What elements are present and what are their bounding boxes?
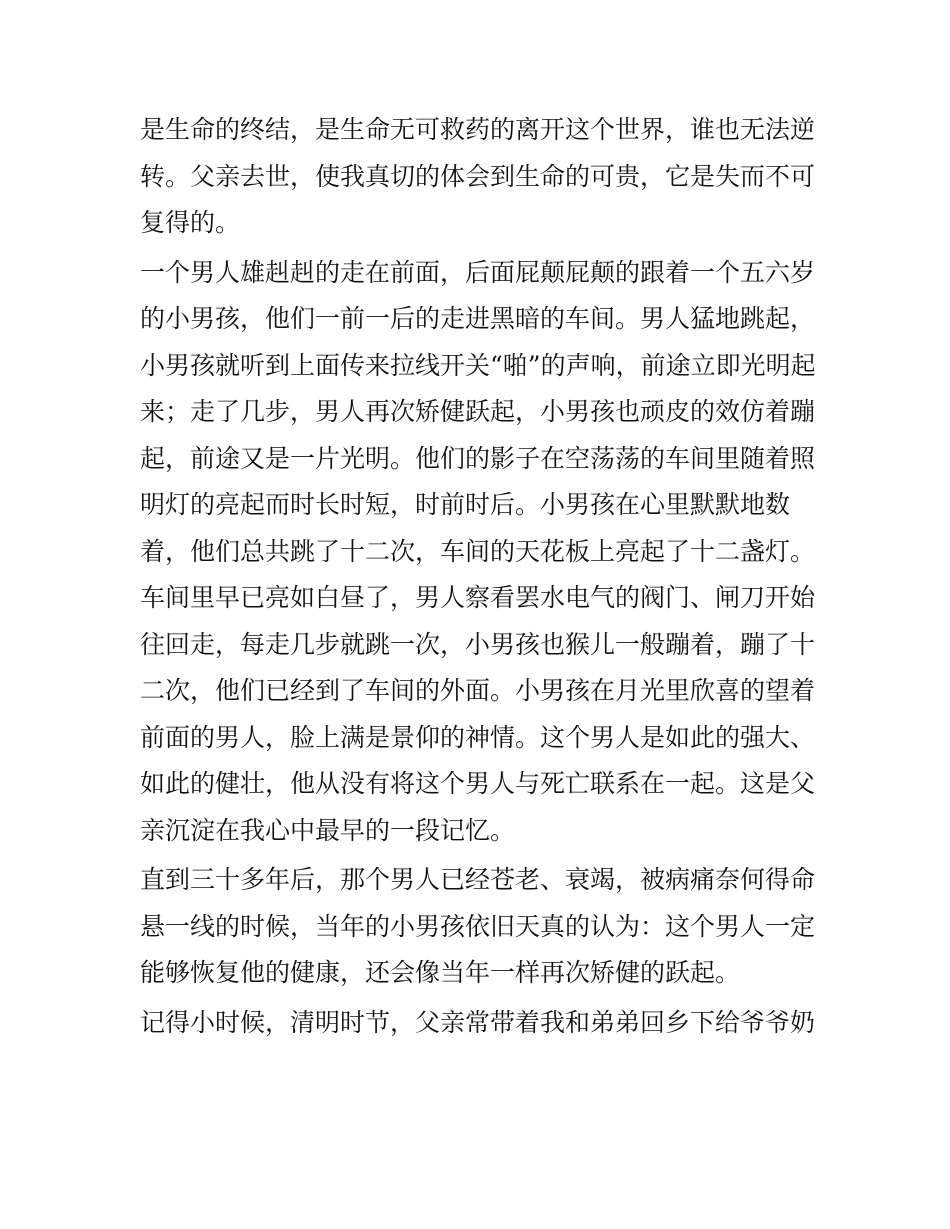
text-line: 直到三十多年后，那个男人已经苍老、衰竭，被病痛奈何得命 [140, 865, 816, 894]
document-body [140, 107, 816, 1046]
text-line: 往回走，每走几步就跳一次，小男孩也猴儿一般蹦着，蹦了十 [140, 629, 816, 659]
paragraph-2 [140, 250, 816, 855]
text-line: 复得的。 [140, 208, 241, 237]
text-line: 起，前途又是一片光明。他们的影子在空荡荡的车间里随着照 [140, 443, 816, 473]
text-line: 如此的健壮，他从没有将这个男人与死亡联系在一起。这是父 [140, 769, 816, 798]
text-line: 车间里早已亮如白昼了，男人察看罢水电气的阀门、闸刀开始 [140, 583, 816, 612]
text-line: 明灯的亮起而时长时短，时前时后。小男孩在心里默默地数 [140, 490, 791, 519]
text-line: 小男孩就听到上面传来拉线开关“啪”的声响，前途立即光明起 [140, 350, 816, 380]
text-line: 能够恢复他的健康，还会像当年一样再次矫健的跃起。 [140, 958, 741, 987]
text-line: 记得小时候，清明时节，父亲常带着我和弟弟回乡下给爷爷奶 [140, 1007, 816, 1037]
text-line: 亲沉淀在我心中最早的一段记忆。 [140, 815, 516, 845]
text-line: 前面的男人，脸上满是景仰的神情。这个男人是如此的强大、 [140, 722, 816, 752]
text-line: 一个男人雄赳赳的走在前面，后面屁颠屁颠的跟着一个五六岁 [140, 257, 816, 287]
text-line: 的小男孩，他们一前一后的走进黑暗的车间。男人猛地跳起， [140, 304, 816, 333]
text-line: 二次，他们已经到了车间的外面。小男孩在月光里欣喜的望着 [140, 676, 816, 705]
text-line: 转。父亲去世，使我真切的体会到生命的可贵，它是失而不可 [140, 161, 816, 191]
paragraph-3 [140, 857, 816, 997]
paragraph-4 [140, 1000, 816, 1047]
text-line: 来；走了几步，男人再次矫健跃起，小男孩也顽皮的效仿着蹦 [140, 397, 816, 426]
text-line: 着，他们总共跳了十二次，车间的天花板上亮起了十二盏灯。 [140, 536, 816, 566]
text-line: 悬一线的时候，当年的小男孩依旧天真的认为：这个男人一定 [140, 911, 816, 941]
text-line: 是生命的终结，是生命无可救药的离开这个世界，谁也无法逆 [140, 115, 816, 144]
paragraph-1 [140, 107, 816, 247]
